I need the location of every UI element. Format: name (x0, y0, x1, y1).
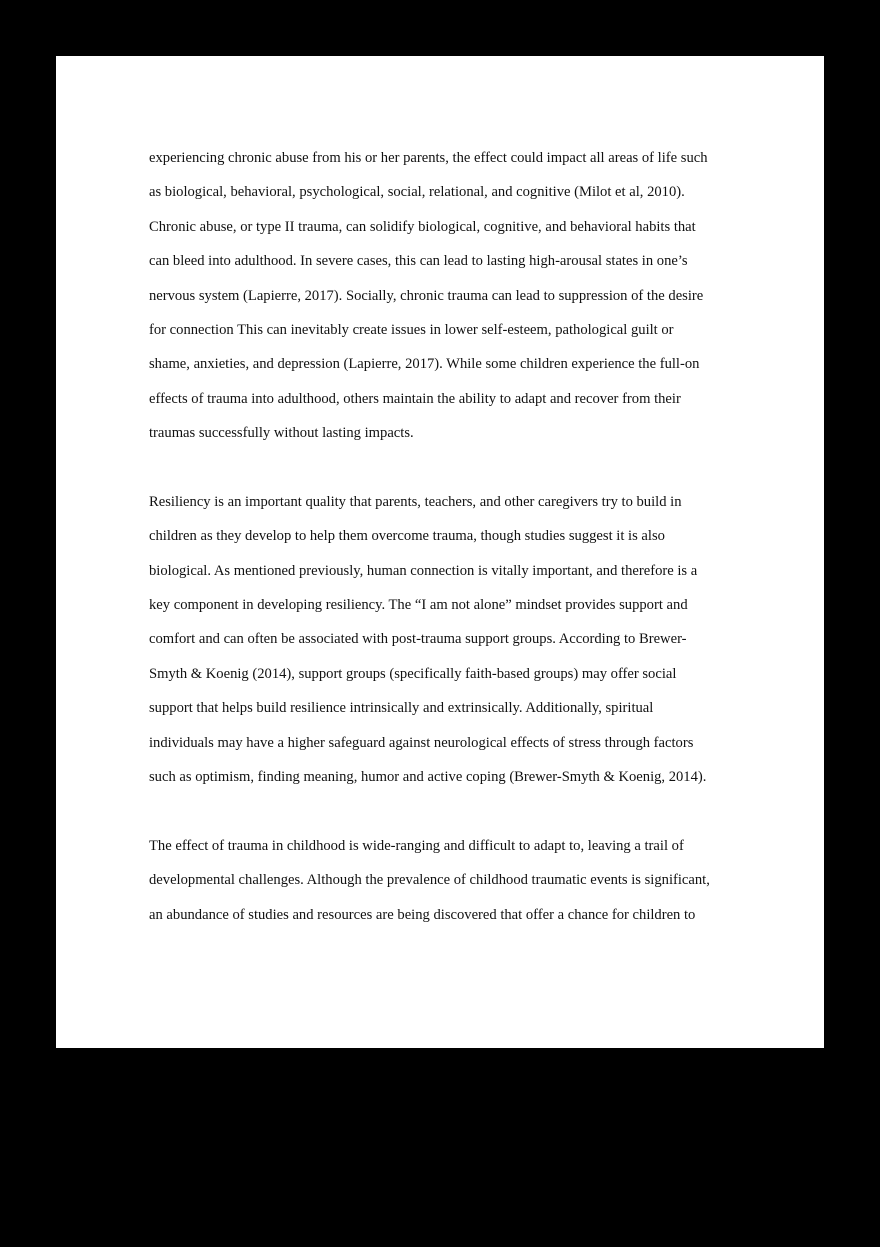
text-line: shame, anxieties, and depression (Lapierre, 2017). While some children experience the full-on (149, 356, 700, 373)
text-line: Smyth & Koenig (2014), support groups (specifically faith-based groups) may offer social (149, 665, 677, 682)
text-line: Chronic abuse, or type II trauma, can solidify biological, cognitive, and behavioral habits that (149, 218, 696, 235)
text-line: individuals may have a higher safeguard against neurological effects of stress through factors (149, 734, 694, 751)
paragraph-2 (149, 490, 739, 800)
text-line: children as they develop to help them overcome trauma, though studies suggest it is also (149, 528, 665, 545)
text-line: for connection This can inevitably create issues in lower self-esteem, pathological guilt or (149, 321, 674, 338)
text-line: developmental challenges. Although the prevalence of childhood traumatic events is significant, (149, 872, 710, 889)
text-line: experiencing chronic abuse from his or her parents, the effect could impact all areas of life such (149, 150, 708, 166)
document-body (149, 146, 739, 937)
text-line: The effect of trauma in childhood is wide-ranging and difficult to adapt to, leaving a trail of (149, 837, 684, 854)
document-page (56, 56, 824, 1048)
text-line: biological. As mentioned previously, human connection is vitally important, and therefore is a (149, 562, 698, 579)
text-line: support that helps build resilience intrinsically and extrinsically. Additionally, spiritual (149, 700, 654, 717)
text-line: an abundance of studies and resources are being discovered that offer a chance for children to (149, 906, 696, 923)
text-line: key component in developing resiliency. The “I am not alone” mindset provides support and (149, 597, 688, 614)
text-line: effects of trauma into adulthood, others maintain the ability to adapt and recover from their (149, 390, 681, 407)
paragraph-spacer (149, 799, 739, 833)
text-line: as biological, behavioral, psychological, social, relational, and cognitive (Milot et al, 2010). (149, 184, 685, 201)
paragraph-3 (149, 834, 739, 937)
text-line: such as optimism, finding meaning, humor and active coping (Brewer-Smyth & Koenig, 2014). (149, 769, 707, 786)
paragraph-1 (149, 146, 739, 456)
text-line: traumas successfully without lasting impacts. (149, 425, 414, 442)
paragraph-spacer (149, 456, 739, 490)
text-line: comfort and can often be associated with post-trauma support groups. According to Brewer- (149, 631, 687, 648)
text-line: nervous system (Lapierre, 2017). Socially, chronic trauma can lead to suppression of the desire (149, 287, 704, 304)
text-line: can bleed into adulthood. In severe cases, this can lead to lasting high-arousal states in one’s (149, 253, 688, 270)
text-line: Resiliency is an important quality that parents, teachers, and other caregivers try to build in (149, 493, 682, 510)
